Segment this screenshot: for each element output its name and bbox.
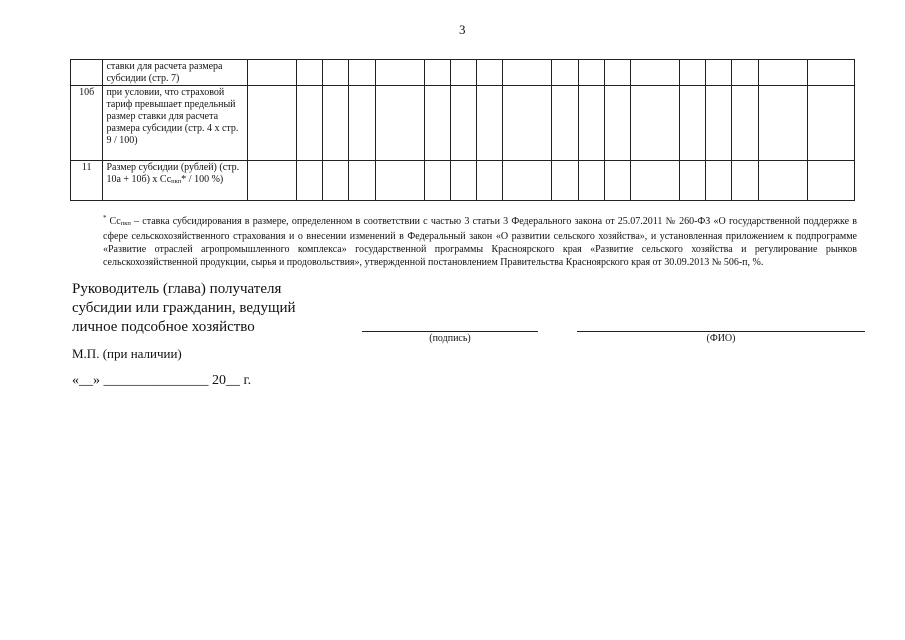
page-number: 3 (459, 22, 466, 37)
subsidy-table (70, 59, 855, 201)
row-description: при условии, что страховой тариф превышает предельный размер ставки для расчета размера субсидии (стр. 4 x стр. 9 / 100) (103, 86, 247, 161)
table-row (71, 60, 855, 86)
signatory-title: Руководитель (глава) получателя субсидии или гражданин, ведущий личное подсобное хозяйство (72, 281, 296, 335)
name-line (577, 331, 865, 332)
signature-caption: (подпись) (429, 333, 471, 344)
footnote-text: – ставка субсидирования в размере, определенном в соответствии с частью 3 статьи 3 Федерального закона от 25.07.2011 № 260-ФЗ «О государственной поддержке в сфере сельскохозяйственного страхования и о внесении изменений в Федеральный закон «О развитии сельского хозяйства», и установленная приложением к подпрограмме «Развитие отраслей агропромышленного комплекса» государственной программы Красноярского края «Развитие сельского хозяйства и регулирование рынков сельскохозяйственной продукции, сырья и продовольствия», утвержденной постановлением Правительства Красноярского края от 30.09.2013 № 506-п, %. (103, 216, 857, 268)
row-description: Размер субсидии (рублей) (стр. 10а + 10б) x Сспкп* / 100 %) (103, 161, 247, 201)
row-number: 11 (71, 161, 103, 201)
footnote (103, 212, 857, 269)
table-row (71, 161, 855, 201)
row-description: ставки для расчета размера субсидии (стр. 7) (103, 60, 247, 86)
signature-line (362, 331, 538, 332)
name-caption: (ФИО) (706, 333, 736, 344)
row-number (71, 60, 103, 86)
stamp-label: М.П. (при наличии) (72, 346, 182, 361)
row-number: 10б (71, 86, 103, 161)
footnote-abbr: Сс (109, 216, 121, 227)
table-row (71, 86, 855, 161)
footnote-mark: * (103, 214, 107, 222)
footnote-abbr-subscript: пкп (120, 220, 131, 227)
date-line: «__» _______________ 20__ г. (72, 373, 252, 388)
